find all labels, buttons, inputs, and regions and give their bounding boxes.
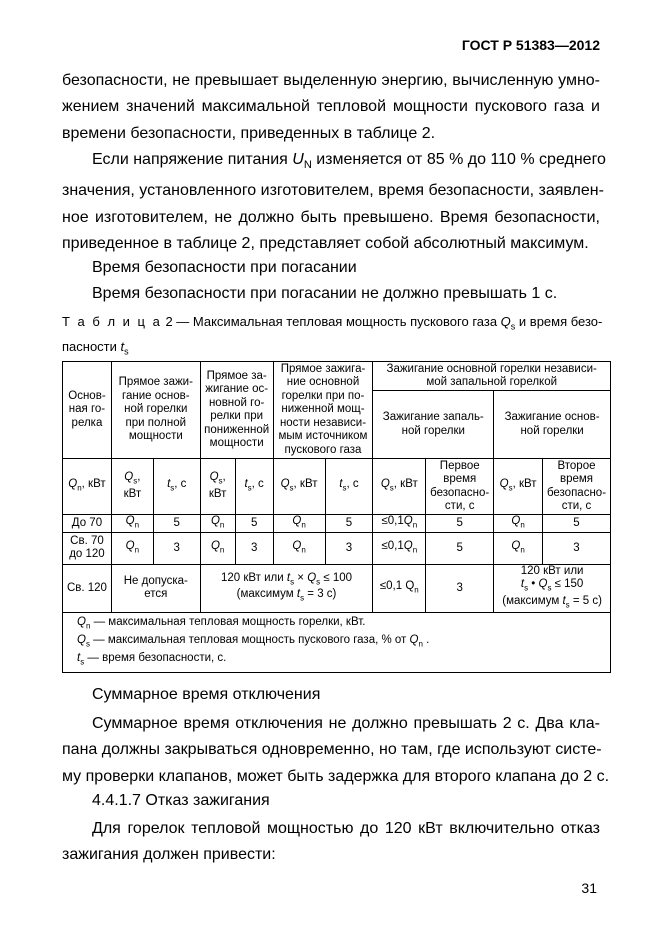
header-pilot-ignition: Зажигание запаль- ной горелки <box>373 391 494 459</box>
unit-cell: $Q_s$, кВт <box>111 459 153 515</box>
unit-cell: Первое время безопасно- сти, с <box>426 459 494 515</box>
unit-cell: Второе время безопасно- сти, с <box>542 459 610 515</box>
unit-cell: $Q_n$, кВт <box>63 459 112 515</box>
heading-flame-failure: Время безопасности при погасании <box>92 259 357 276</box>
text-line: Если напряжение питания $U_N$ изменяется от 85 % до 110 % среднего <box>92 151 606 172</box>
header-main-burner: Основ- ная го- релка <box>63 362 112 459</box>
page-number: 31 <box>581 880 597 896</box>
unit-cell: $Q_s$, кВт <box>494 459 543 515</box>
header-direct-independent: Прямое зажига- ние основной горелки при по- ниженной мощ- ности независи- мым источником пускового газа <box>273 362 373 459</box>
text-line: жением значений максимальной тепловой мощности пускового газа и <box>62 98 600 116</box>
text-line: пана должны закрываться одновременно, но там, где используют систе- <box>62 741 602 759</box>
text-line: му проверки клапанов, может быть задержка для второго клапана до 2 с. <box>62 767 610 785</box>
table-caption: Т а б л и ц а 2 — Максимальная тепловая мощность пускового газа $Q_s$ и время безо- пасности $t_s$ <box>62 314 603 357</box>
header-direct-reduced: Прямое за- жигание ос- новной го- релки при пониженной мощности <box>200 362 273 459</box>
header-independent-pilot: Зажигание основной горелки независи- мой запальной горелкой <box>373 362 611 391</box>
text-line: времени безопасности, приведенных в таблице 2. <box>62 124 436 142</box>
paragraph-supply-voltage <box>62 147 606 257</box>
paragraph-total-shutoff <box>62 711 610 790</box>
table-notes <box>63 612 611 672</box>
unit-cell: $Q_s$, кВт <box>200 459 235 515</box>
unit-cell: $Q_s$, кВт <box>373 459 426 515</box>
header-direct-full: Прямое зажи- гание основ- ной горелки при полной мощности <box>111 362 200 459</box>
units-row <box>63 459 611 515</box>
paragraph-ignition-failure <box>62 816 600 869</box>
document-code: ГОСТ Р 51383—2012 <box>461 37 600 53</box>
note-qs: $Q_s$ — максимальная тепловая мощность пускового газа, % от $Q_n$ . <box>77 634 430 649</box>
unit-cell: $t_s$, с <box>153 459 200 515</box>
paragraph-flame-failure: Время безопасности при погасании не должно превышать 1 с. <box>92 285 558 302</box>
table-row: Св. 120 Не допуска- ется 120 кВт или $t_s \times Q_s \le 100$ (максимум $t_s = 3$ с) ≤0,1 $Q_n$ 3 120 кВт или $t_s$ • $Q_s \le 150$ (максимум $t_s = 5$ с) <box>63 564 611 612</box>
heading-ignition-failure: 4.4.1.7 Отказ зажигания <box>92 792 270 809</box>
text-line: ное изготовителем, не должно быть превышено. Время безопасности, <box>62 208 600 226</box>
unit-cell: $t_s$, с <box>325 459 373 515</box>
text-line: значения, установленного изготовителем, время безопасности, заявлен- <box>62 182 604 200</box>
note-ts: $t_s$ — время безопасности, с. <box>77 652 227 667</box>
text-line: безопасности, не превышает выделенную энергию, вычисленную умно- <box>62 72 600 89</box>
table-row: До 70 $Q_n$ 5 $Q_n$ 5 $Q_n$ 5 $\le 0,1Q_n$ 5 $Q_n$ 5 <box>63 515 611 533</box>
note-qn: $Q_n$ — максимальная тепловая мощность горелки, кВт. <box>77 615 366 631</box>
text-line: Суммарное время отключения не должно превышать 2 с. Два кла- <box>92 715 600 732</box>
table-row: Св. 70 до 120 $Q_n$ 3 $Q_n$ 3 $Q_n$ 3 $\le 0,1Q_n$ 5 $Q_n$ 3 <box>63 532 611 564</box>
notes-row <box>63 612 611 672</box>
text-line: зажигания должен привести: <box>62 846 276 864</box>
unit-cell: $Q_s$, кВт <box>273 459 325 515</box>
header-main-ignition: Зажигание основ- ной горелки <box>494 391 611 459</box>
paragraph-safety-energy <box>62 68 600 147</box>
unit-cell: $t_s$, с <box>235 459 273 515</box>
text-line: приведенное в таблице 2, представляет собой абсолютный максимум. <box>62 235 589 253</box>
ignition-table <box>62 361 611 673</box>
text-line: Для горелок тепловой мощностью до 120 кВт включительно отказ <box>92 820 600 837</box>
heading-total-shutoff: Суммарное время отключения <box>92 686 321 703</box>
